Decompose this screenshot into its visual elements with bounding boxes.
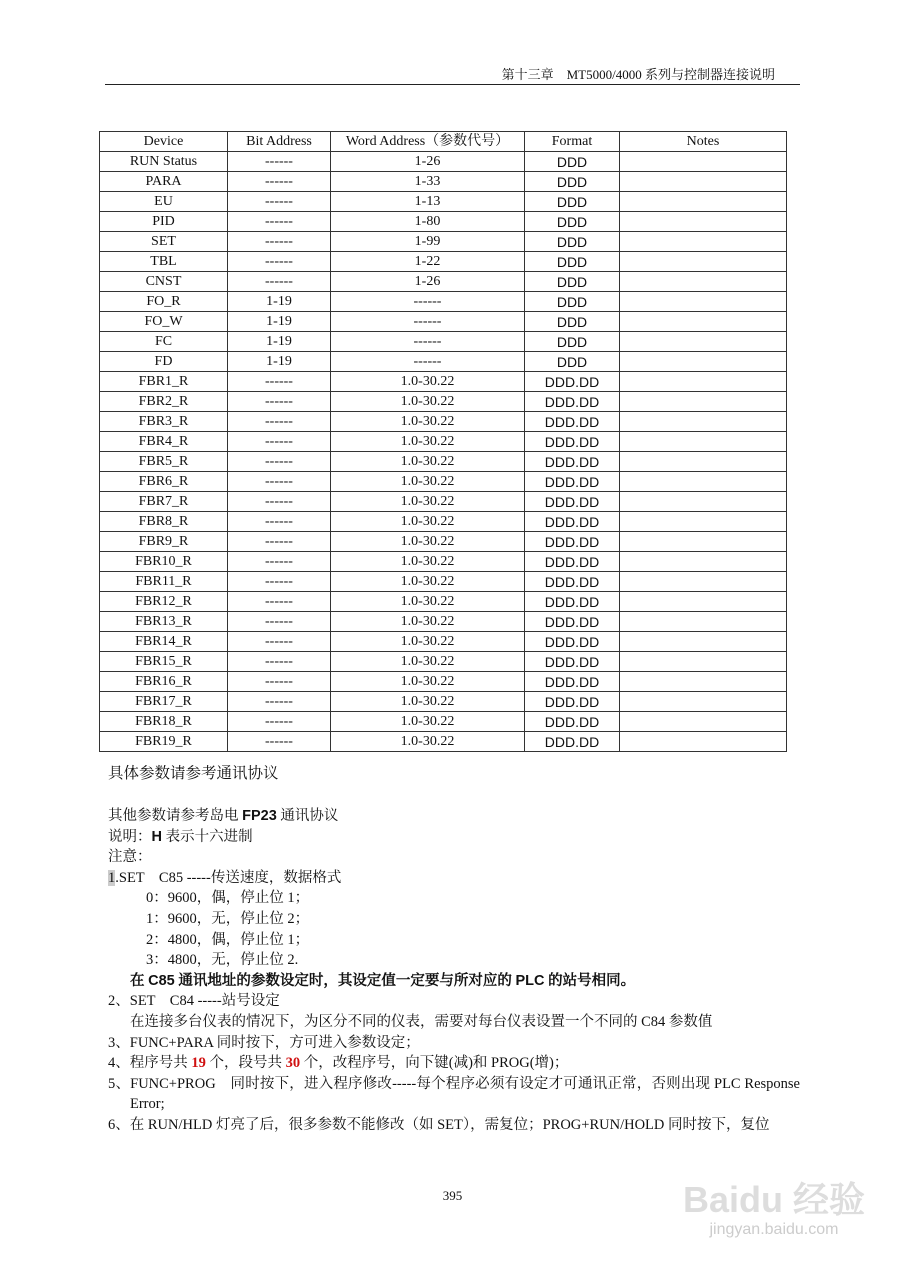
notes-cell bbox=[620, 352, 787, 372]
watermark-url: jingyan.baidu.com bbox=[709, 1221, 839, 1238]
word-address-cell: ------ bbox=[331, 312, 525, 332]
option: 2：4800，偶，停止位 1； bbox=[146, 931, 310, 948]
word-address-cell: ------ bbox=[331, 332, 525, 352]
hex-note bbox=[108, 827, 800, 848]
attention-label: 注意： bbox=[108, 849, 152, 866]
bit-address-cell: ------ bbox=[228, 192, 331, 212]
word-address-cell: 1.0-30.22 bbox=[331, 592, 525, 612]
item-2: 2、SET C84 -----站号设定 bbox=[108, 993, 280, 1010]
notes-cell bbox=[620, 452, 787, 472]
bit-address-cell: ------ bbox=[228, 412, 331, 432]
format-cell: DDD.DD bbox=[525, 492, 620, 512]
notes-cell bbox=[620, 552, 787, 572]
bit-address-cell: ------ bbox=[228, 532, 331, 552]
notes-cell bbox=[620, 732, 787, 752]
table-row bbox=[100, 492, 787, 512]
table-row bbox=[100, 292, 787, 312]
notes-cell bbox=[620, 652, 787, 672]
item-5: 5、FUNC+PROG 同时按下，进入程序修改-----每个程序必须有设定才可通讯正常，否则出现 PLC Response Error; bbox=[108, 1075, 800, 1113]
bit-address-cell: ------ bbox=[228, 172, 331, 192]
notes-cell bbox=[620, 172, 787, 192]
word-address-cell: 1-26 bbox=[331, 272, 525, 292]
bit-address-cell: ------ bbox=[228, 652, 331, 672]
device-cell: FBR19_R bbox=[100, 732, 228, 752]
format-cell: DDD bbox=[525, 332, 620, 352]
bit-address-cell: ------ bbox=[228, 732, 331, 752]
notes-cell bbox=[620, 592, 787, 612]
word-address-cell: 1.0-30.22 bbox=[331, 652, 525, 672]
device-table bbox=[99, 131, 787, 752]
table-row bbox=[100, 532, 787, 552]
format-cell: DDD.DD bbox=[525, 552, 620, 572]
format-cell: DDD.DD bbox=[525, 672, 620, 692]
format-cell: DDD bbox=[525, 292, 620, 312]
word-address-cell: 1.0-30.22 bbox=[331, 552, 525, 572]
bit-address-cell: 1-19 bbox=[228, 352, 331, 372]
notes-cell bbox=[620, 212, 787, 232]
header-rule bbox=[105, 84, 800, 85]
format-cell: DDD.DD bbox=[525, 392, 620, 412]
word-address-cell: 1-99 bbox=[331, 232, 525, 252]
bit-address-cell: ------ bbox=[228, 392, 331, 412]
word-address-cell: 1.0-30.22 bbox=[331, 632, 525, 652]
word-address-cell: 1.0-30.22 bbox=[331, 392, 525, 412]
format-cell: DDD bbox=[525, 172, 620, 192]
bit-address-cell: ------ bbox=[228, 492, 331, 512]
format-cell: DDD.DD bbox=[525, 372, 620, 392]
format-cell: DDD bbox=[525, 232, 620, 252]
word-address-cell: 1.0-30.22 bbox=[331, 692, 525, 712]
text: 通讯地址的参数设定时，其设定值一定要与所对应的 bbox=[174, 972, 516, 989]
table-row bbox=[100, 172, 787, 192]
table-row bbox=[100, 352, 787, 372]
notes-cell bbox=[620, 412, 787, 432]
notes-cell bbox=[620, 252, 787, 272]
bit-address-cell: ------ bbox=[228, 432, 331, 452]
device-cell: RUN Status bbox=[100, 152, 228, 172]
bit-address-cell: ------ bbox=[228, 572, 331, 592]
notes-cell bbox=[620, 532, 787, 552]
device-cell: TBL bbox=[100, 252, 228, 272]
table-row bbox=[100, 332, 787, 352]
bit-address-cell: ------ bbox=[228, 712, 331, 732]
word-address-cell: 1-33 bbox=[331, 172, 525, 192]
bit-address-cell: ------ bbox=[228, 692, 331, 712]
table-row bbox=[100, 572, 787, 592]
table-row bbox=[100, 512, 787, 532]
text: FP23 bbox=[242, 808, 277, 824]
table-row bbox=[100, 412, 787, 432]
text: 个，改程序号，向下键(减)和 PROG(增)； bbox=[300, 1055, 569, 1072]
device-cell: PARA bbox=[100, 172, 228, 192]
text: 30 bbox=[285, 1055, 301, 1072]
device-cell: CNST bbox=[100, 272, 228, 292]
option: 0：9600，偶，停止位 1； bbox=[146, 890, 310, 907]
notes-cell bbox=[620, 492, 787, 512]
text: 4、程序号共 bbox=[108, 1055, 192, 1072]
item-1 bbox=[108, 868, 800, 889]
item-3: 3、FUNC+PARA 同时按下，方可进入参数设定； bbox=[108, 1034, 420, 1051]
table-row bbox=[100, 612, 787, 632]
format-cell: DDD.DD bbox=[525, 632, 620, 652]
device-cell: FBR14_R bbox=[100, 632, 228, 652]
col-word-address: Word Address（参数代号） bbox=[331, 132, 525, 152]
notes-cell bbox=[620, 192, 787, 212]
device-cell: FBR5_R bbox=[100, 452, 228, 472]
bit-address-cell: 1-19 bbox=[228, 292, 331, 312]
notes-cell bbox=[620, 632, 787, 652]
item-4 bbox=[108, 1053, 800, 1074]
text: C85 bbox=[148, 972, 175, 989]
text: 19 bbox=[191, 1055, 206, 1072]
format-cell: DDD.DD bbox=[525, 412, 620, 432]
format-cell: DDD.DD bbox=[525, 692, 620, 712]
notes-section bbox=[108, 806, 800, 1136]
notes-cell bbox=[620, 432, 787, 452]
running-header: 第十三章 MT5000/4000 系列与控制器连接说明 bbox=[501, 67, 775, 82]
word-address-cell: 1.0-30.22 bbox=[331, 412, 525, 432]
device-cell: FBR3_R bbox=[100, 412, 228, 432]
table-row bbox=[100, 552, 787, 572]
table-row bbox=[100, 212, 787, 232]
device-cell: FBR2_R bbox=[100, 392, 228, 412]
word-address-cell: ------ bbox=[331, 292, 525, 312]
table-row bbox=[100, 312, 787, 332]
table-row bbox=[100, 152, 787, 172]
bit-address-cell: ------ bbox=[228, 632, 331, 652]
text: 在 bbox=[130, 972, 149, 989]
word-address-cell: 1.0-30.22 bbox=[331, 672, 525, 692]
word-address-cell: 1.0-30.22 bbox=[331, 492, 525, 512]
format-cell: DDD.DD bbox=[525, 592, 620, 612]
device-cell: EU bbox=[100, 192, 228, 212]
bit-address-cell: ------ bbox=[228, 232, 331, 252]
format-cell: DDD bbox=[525, 312, 620, 332]
text: 1 bbox=[108, 869, 116, 886]
word-address-cell: 1.0-30.22 bbox=[331, 532, 525, 552]
notes-cell bbox=[620, 612, 787, 632]
item-2-desc: 在连接多台仪表的情况下，为区分不同的仪表，需要对每台仪表设置一个不同的 C84 参数值 bbox=[130, 1013, 713, 1030]
word-address-cell: 1.0-30.22 bbox=[331, 452, 525, 472]
word-address-cell: 1.0-30.22 bbox=[331, 432, 525, 452]
table-row bbox=[100, 472, 787, 492]
item-6: 6、在 RUN/HLD 灯亮了后，很多参数不能修改（如 SET），需复位；PROG+RUN/HOLD 同时按下，复位 bbox=[108, 1116, 770, 1133]
text: .SET C85 -----传送速度，数据格式 bbox=[115, 869, 342, 886]
bit-address-cell: ------ bbox=[228, 672, 331, 692]
format-cell: DDD.DD bbox=[525, 652, 620, 672]
word-address-cell: 1.0-30.22 bbox=[331, 572, 525, 592]
bit-address-cell: ------ bbox=[228, 272, 331, 292]
device-cell: FBR1_R bbox=[100, 372, 228, 392]
device-cell: FBR7_R bbox=[100, 492, 228, 512]
table-row bbox=[100, 672, 787, 692]
device-cell: FBR11_R bbox=[100, 572, 228, 592]
table-row bbox=[100, 192, 787, 212]
format-cell: DDD bbox=[525, 152, 620, 172]
table-row bbox=[100, 252, 787, 272]
bit-address-cell: 1-19 bbox=[228, 332, 331, 352]
bit-address-cell: ------ bbox=[228, 612, 331, 632]
notes-cell bbox=[620, 312, 787, 332]
word-address-cell: 1-80 bbox=[331, 212, 525, 232]
table-row bbox=[100, 592, 787, 612]
format-cell: DDD bbox=[525, 252, 620, 272]
format-cell: DDD.DD bbox=[525, 732, 620, 752]
table-row bbox=[100, 452, 787, 472]
text: 表示十六进制 bbox=[161, 828, 253, 845]
col-notes: Notes bbox=[620, 132, 787, 152]
device-cell: FBR10_R bbox=[100, 552, 228, 572]
notes-cell bbox=[620, 572, 787, 592]
bit-address-cell: ------ bbox=[228, 252, 331, 272]
text: H bbox=[151, 828, 162, 845]
notes-cell bbox=[620, 332, 787, 352]
watermark-logo: Baidu 经验 bbox=[682, 1179, 865, 1220]
device-cell: FBR15_R bbox=[100, 652, 228, 672]
format-cell: DDD bbox=[525, 272, 620, 292]
bit-address-cell: ------ bbox=[228, 472, 331, 492]
watermark bbox=[683, 1180, 865, 1240]
notes-cell bbox=[620, 472, 787, 492]
format-cell: DDD bbox=[525, 212, 620, 232]
device-cell: FBR9_R bbox=[100, 532, 228, 552]
word-address-cell: 1.0-30.22 bbox=[331, 512, 525, 532]
format-cell: DDD.DD bbox=[525, 472, 620, 492]
device-cell: SET bbox=[100, 232, 228, 252]
word-address-cell: ------ bbox=[331, 352, 525, 372]
table-row bbox=[100, 232, 787, 252]
device-cell: FD bbox=[100, 352, 228, 372]
format-cell: DDD bbox=[525, 352, 620, 372]
word-address-cell: 1.0-30.22 bbox=[331, 712, 525, 732]
device-cell: FBR13_R bbox=[100, 612, 228, 632]
format-cell: DDD.DD bbox=[525, 572, 620, 592]
table-row bbox=[100, 652, 787, 672]
table-row bbox=[100, 712, 787, 732]
bit-address-cell: ------ bbox=[228, 372, 331, 392]
notes-cell bbox=[620, 232, 787, 252]
option: 1：9600，无，停止位 2； bbox=[146, 910, 310, 927]
bit-address-cell: ------ bbox=[228, 452, 331, 472]
table-row bbox=[100, 372, 787, 392]
table-row bbox=[100, 432, 787, 452]
text: 说明： bbox=[108, 828, 152, 845]
option: 3：4800，无，停止位 2. bbox=[146, 952, 299, 969]
device-cell: FO_R bbox=[100, 292, 228, 312]
bit-address-cell: ------ bbox=[228, 512, 331, 532]
text: PLC bbox=[515, 972, 545, 989]
page-number: 395 bbox=[442, 1188, 463, 1203]
format-cell: DDD.DD bbox=[525, 432, 620, 452]
table-row bbox=[100, 392, 787, 412]
bit-address-cell: ------ bbox=[228, 592, 331, 612]
bit-address-cell: 1-19 bbox=[228, 312, 331, 332]
col-format: Format bbox=[525, 132, 620, 152]
bit-address-cell: ------ bbox=[228, 552, 331, 572]
device-cell: FBR16_R bbox=[100, 672, 228, 692]
word-address-cell: 1-26 bbox=[331, 152, 525, 172]
format-cell: DDD.DD bbox=[525, 612, 620, 632]
notes-cell bbox=[620, 292, 787, 312]
word-address-cell: 1.0-30.22 bbox=[331, 372, 525, 392]
ref-fp23 bbox=[108, 806, 800, 827]
format-cell: DDD bbox=[525, 192, 620, 212]
notes-cell bbox=[620, 272, 787, 292]
device-cell: PID bbox=[100, 212, 228, 232]
format-cell: DDD.DD bbox=[525, 532, 620, 552]
format-cell: DDD.DD bbox=[525, 512, 620, 532]
table-row bbox=[100, 732, 787, 752]
table-row bbox=[100, 632, 787, 652]
device-cell: FBR4_R bbox=[100, 432, 228, 452]
text: 通讯协议 bbox=[276, 808, 339, 824]
device-cell: FC bbox=[100, 332, 228, 352]
bit-address-cell: ------ bbox=[228, 152, 331, 172]
notes-cell bbox=[620, 152, 787, 172]
text: 的站号相同。 bbox=[544, 972, 636, 989]
table-row bbox=[100, 692, 787, 712]
notes-cell bbox=[620, 712, 787, 732]
table-row bbox=[100, 272, 787, 292]
word-address-cell: 1-13 bbox=[331, 192, 525, 212]
device-cell: FBR8_R bbox=[100, 512, 228, 532]
device-cell: FBR17_R bbox=[100, 692, 228, 712]
bit-address-cell: ------ bbox=[228, 212, 331, 232]
device-cell: FO_W bbox=[100, 312, 228, 332]
c85-note bbox=[108, 971, 800, 992]
ref-protocol: 具体参数请参考通讯协议 bbox=[108, 765, 279, 782]
word-address-cell: 1.0-30.22 bbox=[331, 612, 525, 632]
notes-cell bbox=[620, 392, 787, 412]
device-cell: FBR6_R bbox=[100, 472, 228, 492]
format-cell: DDD.DD bbox=[525, 452, 620, 472]
notes-cell bbox=[620, 512, 787, 532]
notes-cell bbox=[620, 672, 787, 692]
notes-cell bbox=[620, 692, 787, 712]
word-address-cell: 1.0-30.22 bbox=[331, 732, 525, 752]
col-bit-address: Bit Address bbox=[228, 132, 331, 152]
notes-cell bbox=[620, 372, 787, 392]
text: 其他参数请参考岛电 bbox=[108, 808, 243, 824]
word-address-cell: 1.0-30.22 bbox=[331, 472, 525, 492]
word-address-cell: 1-22 bbox=[331, 252, 525, 272]
table-header-row bbox=[100, 132, 787, 152]
device-cell: FBR18_R bbox=[100, 712, 228, 732]
text: 个，段号共 bbox=[205, 1055, 286, 1072]
col-device: Device bbox=[100, 132, 228, 152]
device-cell: FBR12_R bbox=[100, 592, 228, 612]
format-cell: DDD.DD bbox=[525, 712, 620, 732]
